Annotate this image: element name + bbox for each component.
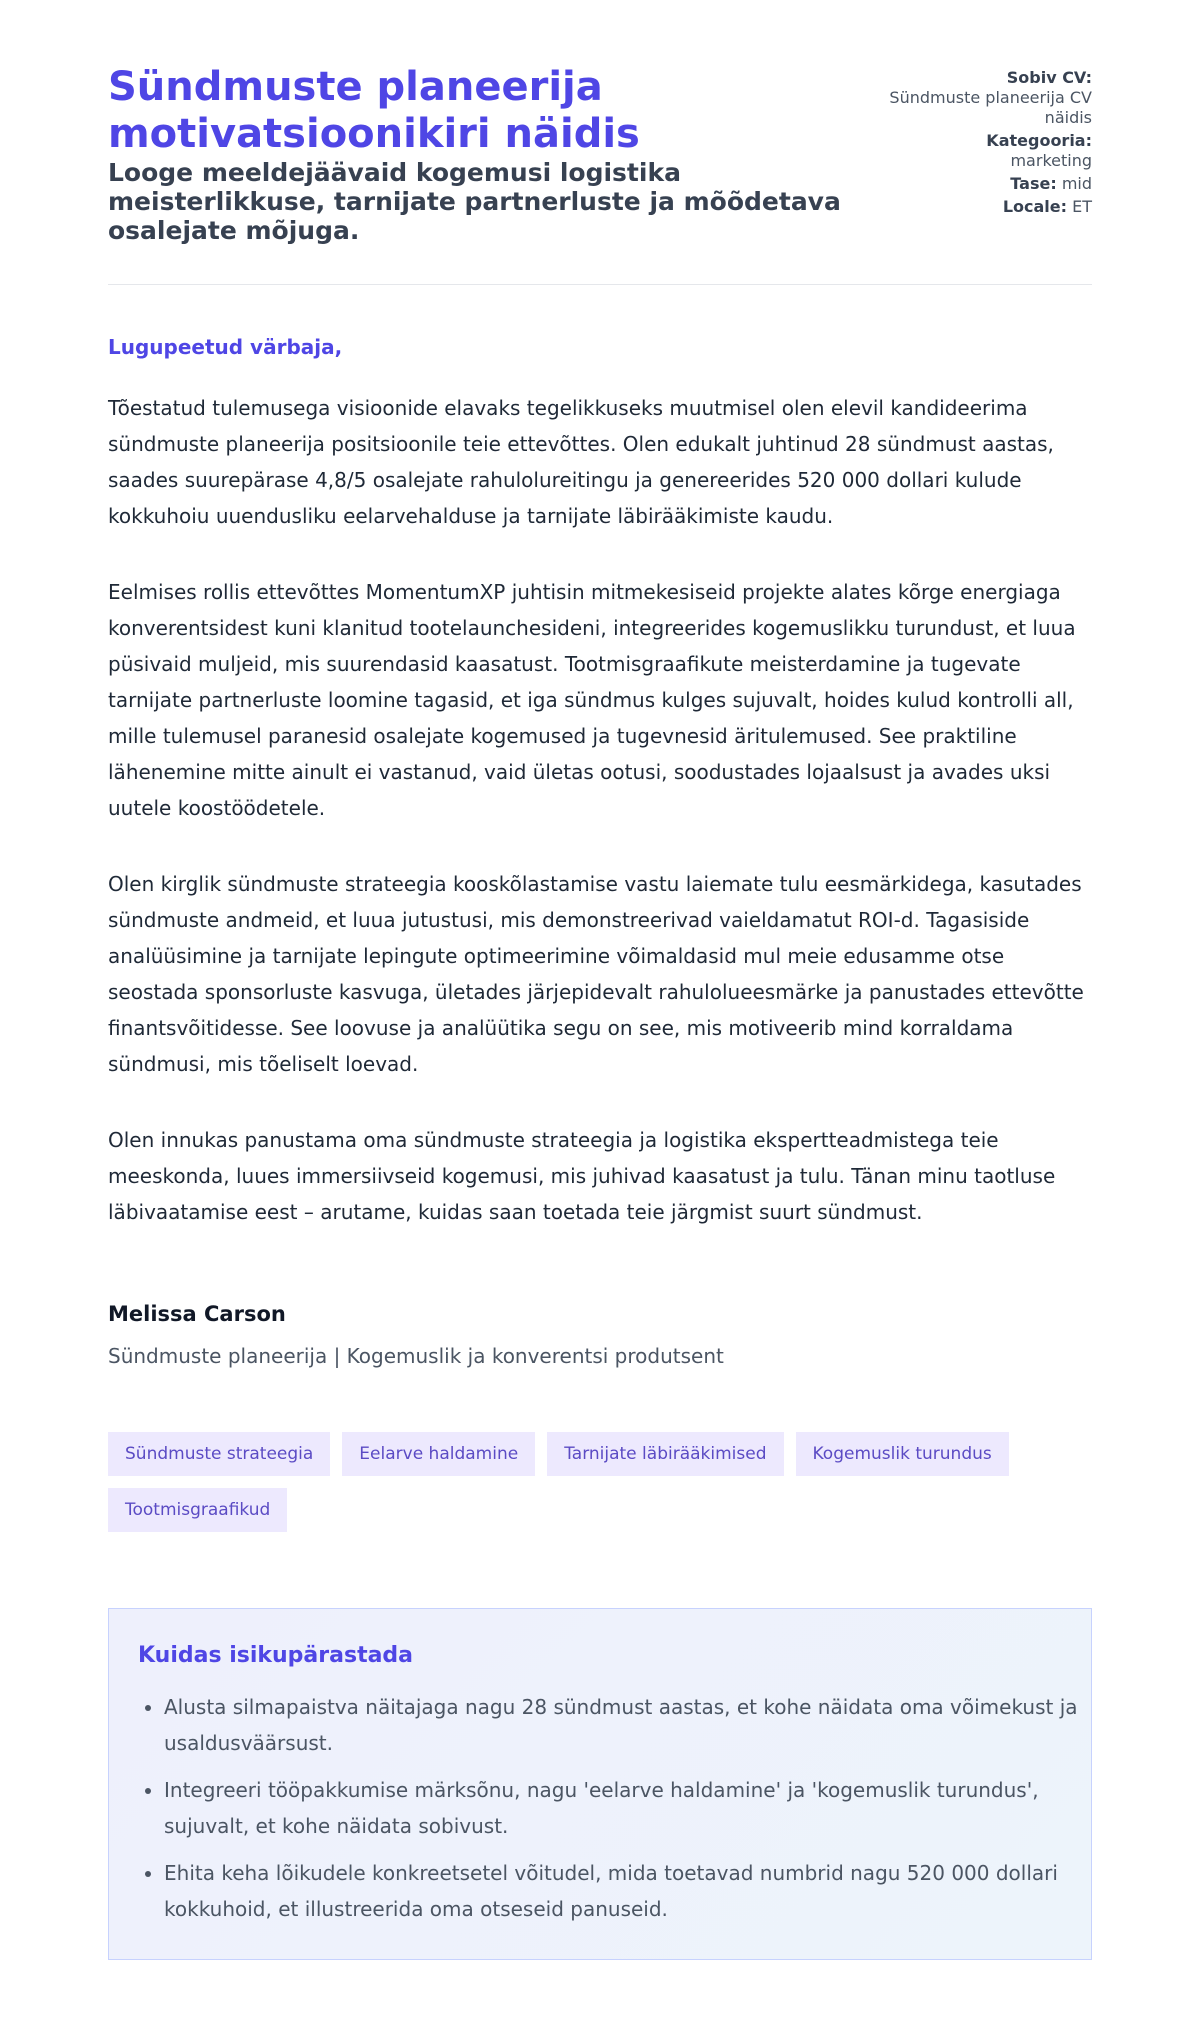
skill-tags xyxy=(108,1432,1098,1532)
meta-level xyxy=(872,174,1092,194)
letter-paragraph: Olen innukas panustama oma sündmuste strateegia ja logistika ekspertteadmistega teie meeskonda, luues immersiivseid kogemusi, mis juhivad kaasatust ja tulu. Tänan minu taotluse läbivaatamise eest – arutame, kuidas saan toetada teie järgmist suurt sündmust. xyxy=(108,1128,1056,1224)
page-header xyxy=(108,64,1092,284)
signer-role: Sündmuste planeerija | Kogemuslik ja konverentsi produtsent xyxy=(108,1344,724,1368)
tips-list xyxy=(138,1689,1084,1938)
tip-item: • Alusta silmapaistva näitajaga nagu 28 sündmust aastas, et kohe näidata oma võimekust ja usaldusväärsust. xyxy=(164,1689,1084,1761)
salutation: Lugupeetud värbaja, xyxy=(108,335,343,359)
meta-locale-label: Locale: xyxy=(1002,197,1068,216)
meta-cv-label: Sobiv CV: xyxy=(1006,68,1092,87)
meta-level-label: Tase: xyxy=(1010,174,1057,193)
letter-paragraph: Tõestatud tulemusega visioonide elavaks tegelikkuseks muutmisel olen elevil kandideerima sündmuste planeerija positsioonile teie ettevõttes. Olen edukalt juhtinud 28 sündmust aastas, saades suurepärase 4,8/5 osalejate rahulolureitingu ja genereerides 520 000 dollari kulude kokkuhoiu uuendusliku eelarvehalduse ja tarnijate läbirääkimiste kaudu. xyxy=(108,396,1054,528)
meta-category-label: Kategooria: xyxy=(986,131,1092,150)
meta-level-value: mid xyxy=(1061,174,1092,193)
tip-item: • Integreeri tööpakkumise märksõnu, nagu 'eelarve haldamine' ja 'kogemuslik turundus', sujuvalt, et kohe näidata sobivust. xyxy=(164,1772,1084,1844)
page-subtitle: Looge meeldejäävaid kogemusi logistika meisterlikkuse, tarnijate partnerluste ja mõõdetava osalejate mõjuga. xyxy=(108,158,841,245)
page-title: Sündmuste planeerija motivatsioonikiri näidis xyxy=(108,64,640,157)
skill-tag: Tootmisgraafikud xyxy=(108,1488,287,1532)
meta-category-value: marketing xyxy=(1010,151,1092,170)
meta-category xyxy=(872,131,1092,171)
letter-body xyxy=(108,390,1098,1270)
skill-tag: Tarnijate läbirääkimised xyxy=(547,1432,783,1476)
skill-tag: Eelarve haldamine xyxy=(342,1432,535,1476)
meta-locale-value: ET xyxy=(1072,197,1092,216)
personalize-tips-box xyxy=(108,1608,1092,1960)
meta-cv-value[interactable]: Sündmuste planeerija CV näidis xyxy=(889,88,1092,127)
header-divider xyxy=(108,284,1092,285)
letter-paragraph: Eelmises rollis ettevõttes MomentumXP juhtisin mitmekesiseid projekte alates kõrge energiaga konverentsidest kuni klanitud tootelaunchesideni, integreerides kogemuslikku turundust, et luua püsivaid muljeid, mis suurendasid kaasatust. Tootmisgraafikute meisterdamine ja tugevate tarnijate partnerluste loomine tagasid, et iga sündmus kulges sujuvalt, hoides kulud kontrolli all, mille tulemusel paranesid osalejate kogemused ja tugevnesid äritulemused. See praktiline lähenemine mitte ainult ei vastanud, vaid ületas ootusi, soodustades lojaalsust ja avades uksi uutele koostöödetele. xyxy=(108,580,1076,820)
skill-tag: Sündmuste strateegia xyxy=(108,1432,330,1476)
signer-name: Melissa Carson xyxy=(108,1302,286,1326)
tip-item: • Ehita keha lõikudele konkreetsetel võitudel, mida toetavad numbrid nagu 520 000 dollari kokkuhoid, et illustreerida oma otseseid panuseid. xyxy=(164,1855,1084,1927)
meta-panel xyxy=(872,68,1092,220)
skill-tag: Kogemuslik turundus xyxy=(796,1432,1009,1476)
meta-locale xyxy=(872,197,1092,217)
meta-cv xyxy=(872,68,1092,128)
letter-paragraph: Olen kirglik sündmuste strateegia kooskõlastamise vastu laiemate tulu eesmärkidega, kasutades sündmuste andmeid, et luua jutustusi, mis demonstreerivad vaieldamatut ROI-d. Tagasiside analüüsimine ja tarnijate lepingute optimeerimine võimaldasid mul meie edusamme otse seostada sponsorluste kasvuga, ületades järjepidevalt rahuloluееsmärke ja panustades ettevõtte finantsvõitidesse. See loovuse ja analüütika segu on see, mis motiveerib mind korraldama sündmusi, mis tõeliselt loevad. xyxy=(108,872,1084,1076)
tips-title: Kuidas isikupärastada xyxy=(138,1643,414,1668)
